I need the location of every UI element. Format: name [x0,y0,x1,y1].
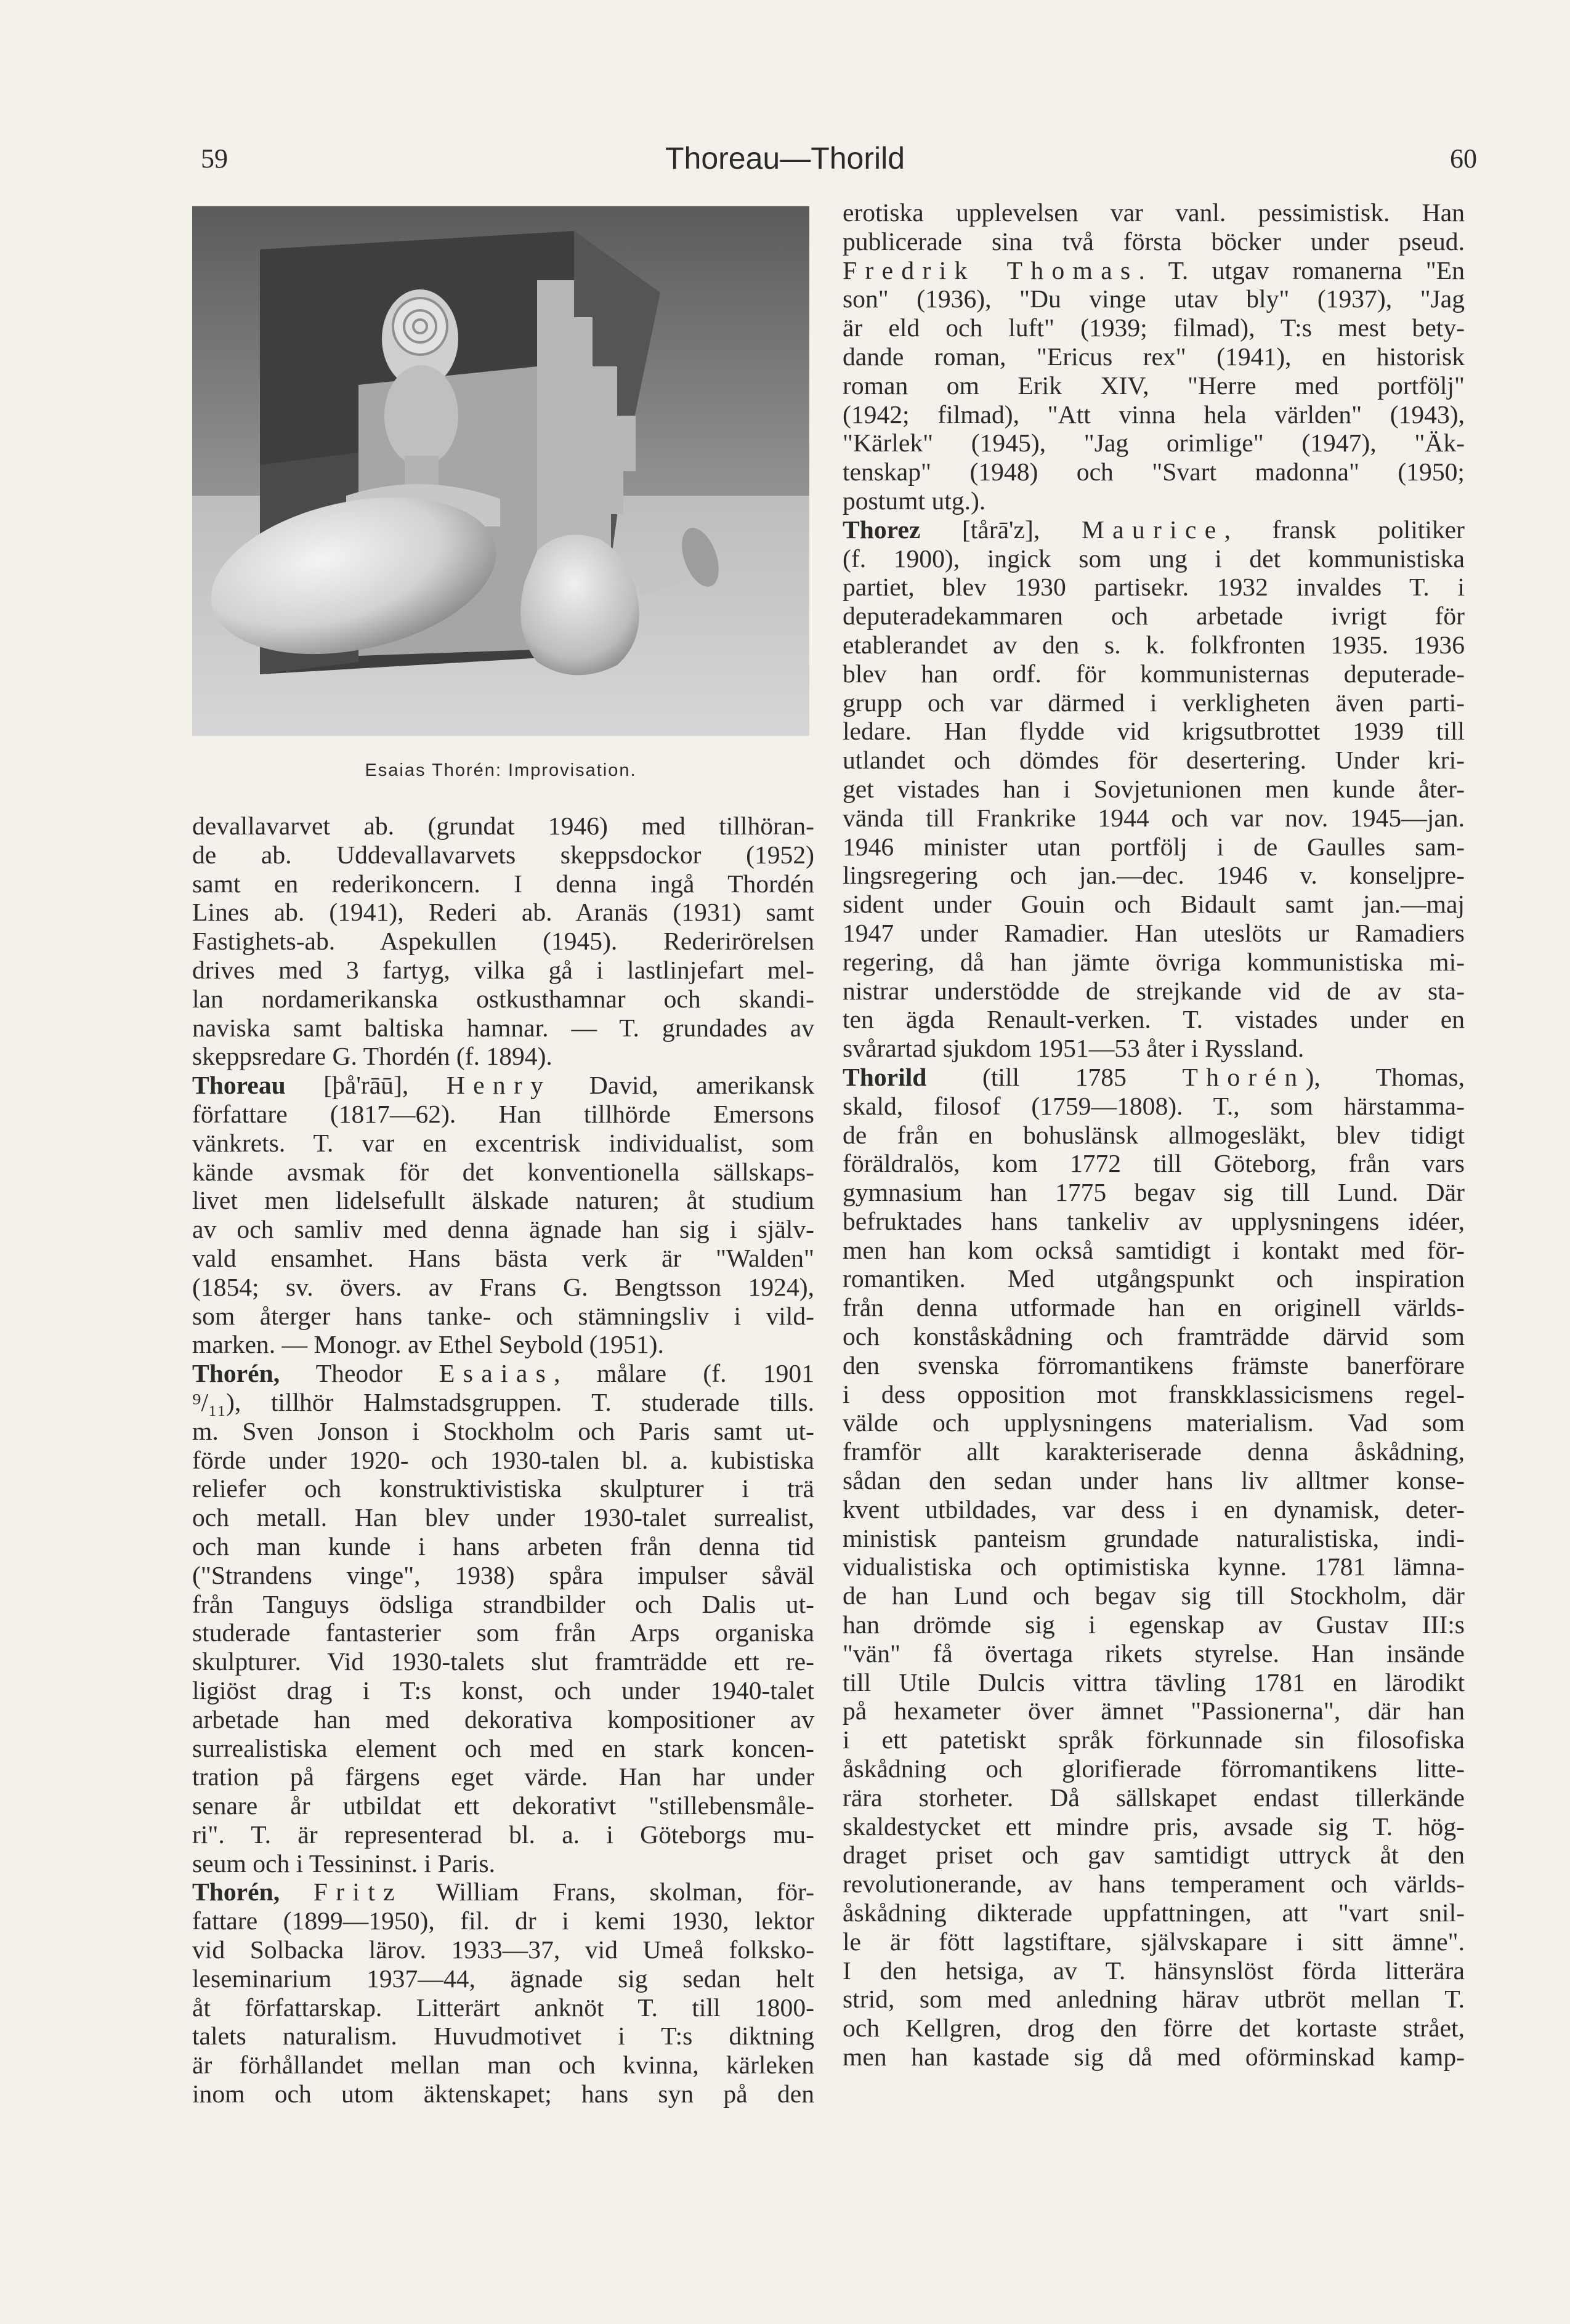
text-line [192,1359,814,1388]
text: skeppsredare G. Thordén (f. 1894). [192,1042,552,1071]
text-line [843,948,1465,977]
text-line [843,919,1465,948]
headword: Thorén, [192,1878,280,1906]
spaced-name: Fritz [313,1878,403,1906]
text: . T. utgav romanerna "En [1138,256,1465,284]
headword: Thorild [843,1062,927,1091]
text: (1854; sv. övers. av Frans G. Bengtsson 1924), [192,1272,814,1301]
text: utlandet och dömdes för desertering. Under kri- [843,746,1465,775]
text-line [192,1647,814,1676]
text: "vän" få övertaga rikets styrelse. Han insände [843,1639,1465,1668]
text: de han Lund och begav sig till Stockholm, där [843,1581,1465,1610]
text: surrealistiska element och med en stark koncen- [192,1733,814,1762]
text: kände avsmak för det konventionella sällskaps- [192,1157,814,1186]
text-line [843,602,1465,631]
headword: Thorén, [192,1359,280,1388]
text: lingsregering och jan.—dec. 1946 v. konseljpre- [843,861,1465,890]
text: blev han ordf. för kommunisternas deputerade- [843,659,1465,688]
text-line [843,313,1465,342]
text-line [192,1100,814,1129]
text: som återger hans tanke- och stämningsliv i vild- [192,1301,814,1330]
text: befruktades hans tankeliv av upplysningens idéer, [843,1206,1465,1235]
figure-caption: Esaias Thorén: Improvisation. [365,761,637,780]
text-line [843,660,1465,688]
text: son" (1936), "Du vinge utav bly" (1937), "Jag [843,284,1465,313]
text: skald, filosof (1759—1808). T., som härstamma- [843,1091,1465,1120]
text: senare år utbildat ett dekorativt "stillebensmåle- [192,1791,814,1820]
text: men han kom också samtidigt i kontakt med för- [843,1235,1465,1264]
text: förde under 1920- och 1930-talen bl. a. kubistiska [192,1445,814,1474]
text: åskådning dikterade uppfattningen, att "vart snil- [843,1898,1465,1927]
text-line [192,1878,814,1906]
text-line [843,1697,1465,1725]
text: den svenska förromantikens främste banerförare [843,1350,1465,1379]
text: grupp och var därmed i verkligheten även parti- [843,688,1465,717]
text-line [192,1762,814,1791]
text-line [843,256,1465,285]
text: författare (1817—62). Han tillhörde Emersons [192,1099,814,1128]
text-line [843,1754,1465,1783]
text: är förhållandet mellan man och kvinna, kärleken [192,2051,814,2080]
text-line [192,985,814,1014]
text: de ab. Uddevallavarvets skeppsdockor (1952) [192,840,814,869]
text-line [192,1302,814,1331]
text-line [192,1330,814,1359]
text: från denna utformade han en originell världs- [843,1293,1465,1322]
text: fattare (1899—1950), fil. dr i kemi 1930, lektor [192,1906,814,1935]
text: vänkrets. T. var en excentrisk individualist, som [192,1128,814,1157]
text-line [843,227,1465,256]
text: och Kellgren, drog den förre det kortaste strået, [843,2014,1465,2043]
text: sådan den sedan under hans liv alltmer konse- [843,1466,1465,1495]
text: I den hetsiga, av T. hänsynslöst förda litterära [843,1956,1465,1985]
text-line [843,717,1465,746]
text-column-left [192,812,814,2108]
text: nistrar understödde de strejkande vid de av sta- [843,976,1465,1005]
text-line [192,1964,814,1993]
page-number-left: 59 [201,143,228,174]
text-line [192,1935,814,1964]
text-line [843,486,1465,515]
text: arbetade han med dekorativa kompositioner av [192,1705,814,1733]
text: tenskap" (1948) och "Svart madonna" (1950; [843,458,1465,486]
text-line [843,458,1465,486]
text-line [192,1618,814,1647]
text-line [192,1129,814,1158]
text-line [843,1380,1465,1409]
text: sident under Gouin och Bidault samt jan.—maj [843,890,1465,919]
text-line [843,746,1465,775]
text-line [192,841,814,869]
text: , fransk politiker [1224,515,1465,544]
text: "Kärlek" (1945), "Jag orimlige" (1947), "Äk- [843,429,1465,458]
text-line [843,544,1465,573]
text-line [192,1186,814,1215]
text: gymnasium han 1775 begav sig till Lund. Där [843,1178,1465,1207]
text: skulpturer. Vid 1930-talets slut framträdde ett re- [192,1647,814,1676]
text-line [843,1264,1465,1293]
text: de från en bohuslänsk allmogesläkt, blev tidigt [843,1120,1465,1149]
text: föräldralös, kom 1772 till Göteborg, från vars [843,1149,1465,1178]
running-head: Thoreau—Thorild [665,141,905,176]
text-line [843,400,1465,429]
text: rära storheter. Då sällskapet endast tillerkände [843,1783,1465,1812]
text: men han kastade sig då med oförminskad kamp- [843,2043,1465,2071]
text: erotiska upplevelsen var vanl. pessimistisk. Han [843,198,1465,227]
text-line [843,977,1465,1006]
text-line [843,1092,1465,1121]
text: le är fött lagstiftare, självskapare i sitt ämne". [843,1927,1465,1956]
text-line [192,1215,814,1244]
text-line [192,1042,814,1071]
text: ten ägda Renault-verken. T. vistades under en [843,1005,1465,1034]
text-line [843,631,1465,660]
text-line [843,2043,1465,2072]
text: ligiöst drag i T:s konst, och under 1940-talet [192,1676,814,1705]
text-line [843,1408,1465,1437]
text: get vistades han i Sovjetunionen men kunde åter- [843,774,1465,803]
text: studerade fantasterier som från Arps organiska [192,1618,814,1647]
text-line [843,833,1465,861]
text [280,1878,314,1906]
text-column-right [843,198,1465,2072]
text-line [843,1956,1465,1985]
text-line [192,1705,814,1734]
text-line [843,861,1465,890]
spaced-name: Maurice [1081,515,1224,544]
text-line [843,198,1465,227]
text: åt författarskap. Litterärt anknöt T. till 1800- [192,1993,814,2022]
text: (1942; filmad), "Att vinna hela världen" (1943), [843,400,1465,429]
text: William Frans, skolman, för- [402,1878,814,1906]
text-line [843,1034,1465,1063]
text-line [843,515,1465,544]
text: i dess opposition mot franskklassicismens regel- [843,1379,1465,1408]
text-line [843,1322,1465,1351]
text: partiet, blev 1930 partisekr. 1932 invaldes T. i [843,573,1465,602]
spaced-name: Henry [446,1071,552,1100]
text-line [192,1561,814,1590]
text-line [843,1668,1465,1697]
text-line [843,1351,1465,1380]
text-line [192,1446,814,1475]
text: ), Thomas, [1305,1062,1465,1091]
text-line [843,1149,1465,1178]
text-line [192,927,814,956]
text-line [192,1993,814,2022]
text-line [843,1581,1465,1610]
page-number-right: 60 [1450,143,1477,174]
text-line [843,1121,1465,1150]
text: vid Solbacka lärov. 1933—37, vid Umeå folksko- [192,1935,814,1964]
text-line [843,1610,1465,1639]
text: tration på färgens eget värde. Han har under [192,1762,814,1791]
text-line [843,1293,1465,1322]
text-line [192,1388,814,1417]
text-line [192,1820,814,1849]
text-line [843,1725,1465,1754]
text-line [192,1590,814,1619]
text: roman om Erik XIV, "Herre med portfölj" [843,371,1465,400]
text: leseminarium 1937—44, ägnade sig sedan helt [192,1964,814,1993]
text: postumt utg.). [843,486,986,515]
text-line [192,2080,814,2108]
text: på hexameter över ämnet "Passionerna", där han [843,1697,1465,1725]
text-line [843,1178,1465,1207]
text: deputeradekammaren och arbetade ivrigt för [843,602,1465,631]
text-line [843,284,1465,313]
text-line [192,1503,814,1532]
text-line [192,869,814,898]
text: drives med 3 fartyg, vilka gå i lastlinjefart mel- [192,955,814,984]
text-line [843,1466,1465,1495]
text: Theodor [280,1359,439,1388]
text-line [192,2022,814,2051]
text: lan nordamerikanska ostkusthamnar och skandi- [192,984,814,1013]
text: vända till Frankrike 1944 och var nov. 1945—jan. [843,803,1465,832]
text: ⁹/₁₁), tillhör Halmstadsgruppen. T. studerade tills. [192,1387,814,1416]
text: publicerade sina två första böcker under pseud. [843,227,1465,256]
text-line [843,1783,1465,1812]
text-line [843,2014,1465,2043]
text: samt en rederikoncern. I denna ingå Thordén [192,869,814,898]
text-line [843,1639,1465,1668]
text-line [843,1495,1465,1524]
text: vidualistiska och optimistiska kynne. 1781 lämna- [843,1552,1465,1581]
text: [þå'rāū], [285,1071,447,1100]
text: svårartad sjukdom 1951—53 åter i Ryssland. [843,1034,1305,1063]
text-line [843,804,1465,833]
spaced-name: Esaias [439,1359,554,1388]
text: ri". T. är representerad bl. a. i Göteborgs mu- [192,1820,814,1849]
text: ministisk panteism grundade naturalistiska, indi- [843,1523,1465,1552]
text: han drömde sig i egenskap av Gustav III:s [843,1610,1465,1639]
text-line [843,1524,1465,1553]
text-line [192,2051,814,2080]
text-line [192,1676,814,1705]
text-line [192,1273,814,1302]
text-line [843,1898,1465,1927]
text-line [843,1063,1465,1092]
text: , målare (f. 1901 [554,1359,815,1388]
text: romantiken. Med utgångspunkt och inspiration [843,1264,1465,1293]
text-line [192,956,814,985]
text-line [192,1791,814,1820]
text-line [192,1849,814,1878]
text: talets naturalism. Huvudmotivet i T:s diktning [192,2022,814,2051]
text: reliefer och konstruktivistiska skulpturer i trä [192,1474,814,1503]
text-line [843,1870,1465,1898]
text-line [192,1532,814,1561]
text: framför allt karakteriserade denna åskådning, [843,1437,1465,1466]
text-line [192,1244,814,1273]
text: livet men lidelsefullt älskade naturen; åt studium [192,1186,814,1215]
text: (f. 1900), ingick som ung i det kommunistiska [843,544,1465,573]
text-line [192,1906,814,1935]
text-line [843,573,1465,602]
text: och metall. Han blev under 1930-talet surrealist, [192,1503,814,1532]
text-line [843,1841,1465,1870]
text: strid, som med anledning härav utbröt mellan T. [843,1985,1465,2014]
text: seum och i Tessininst. i Paris. [192,1849,495,1878]
text: naviska samt baltiska hamnar. — T. grundades av [192,1013,814,1042]
text-line [843,429,1465,458]
text: David, amerikansk [551,1071,814,1100]
text: Lines ab. (1941), Rederi ab. Aranäs (1931) samt [192,898,814,927]
text: inom och utom äktenskapet; hans syn på den [192,2080,814,2108]
spaced-name: Fredrik Thomas [843,256,1139,284]
text-line [843,1005,1465,1034]
text: ledare. Han flydde vid krigsutbrottet 1939 till [843,717,1465,746]
text-line [843,1207,1465,1236]
text: dande roman, "Ericus rex" (1941), en historisk [843,342,1465,371]
text: av och samliv med denna ägnade han sig i själv- [192,1215,814,1244]
text-line [192,1734,814,1763]
text: revolutionerande, av hans temperament och världs- [843,1870,1465,1898]
text-line [192,1417,814,1446]
text: devallavarvet ab. (grundat 1946) med tillhöran- [192,812,814,840]
text: Fastighets-ab. Aspekullen (1945). Rederirörelsen [192,927,814,956]
text: etablerandet av den s. k. folkfronten 1935. 1936 [843,630,1465,659]
text-line [843,890,1465,919]
text-line [843,1437,1465,1466]
painting-illustration [192,206,809,736]
text: och man kunde i hans arbeten från denna tid [192,1531,814,1560]
text: till Utile Dulcis vittra tävling 1781 en lärodikt [843,1668,1465,1697]
text-line [843,342,1465,371]
text: är eld och luft" (1939; filmad), T:s mest bety- [843,313,1465,342]
text-line [843,1985,1465,2014]
text: 1947 under Ramadier. Han uteslöts ur Ramadiers [843,918,1465,947]
text: åskådning och glorifierade förromantikens litte- [843,1754,1465,1783]
text-line [192,1014,814,1043]
text-line [843,775,1465,804]
text: och konståskådning och framträdde därvid som [843,1322,1465,1351]
text: marken. — Monogr. av Ethel Seybold (1951). [192,1330,664,1359]
headword: Thoreau [192,1071,286,1100]
text-line [843,1236,1465,1265]
text-line [843,1552,1465,1581]
text-line [192,812,814,841]
text-line [843,688,1465,717]
text-line [843,1812,1465,1841]
text: draget priset och gav samtidigt uttryck åt den [843,1841,1465,1870]
headword: Thorez [843,515,921,544]
text-line [192,898,814,927]
text-line [843,1927,1465,1956]
text: vald ensamhet. Hans bästa verk är "Walden" [192,1243,814,1272]
text: regering, då han jämte övriga kommunistiska mi- [843,947,1465,976]
text: ("Strandens vinge", 1938) spåra impulser såväl [192,1560,814,1589]
text: skaldestycket ett mindre pris, avsade sig T. hög- [843,1812,1465,1841]
text: (till 1785 [926,1062,1183,1091]
text: i ett patetiskt språk förkunnade sin filosofiska [843,1725,1465,1754]
text: välde och upplysningens materialism. Vad som [843,1408,1465,1437]
text-line [843,371,1465,400]
text-line [192,1474,814,1503]
spaced-name: Thorén [1182,1062,1306,1091]
text-line [192,1071,814,1100]
text: kvent utbildades, var dess i en dynamisk, deter- [843,1495,1465,1523]
text: m. Sven Jonson i Stockholm och Paris samt ut- [192,1416,814,1445]
text: från Tanguys ödsliga strandbilder och Dalis ut- [192,1589,814,1618]
text: 1946 minister utan portfölj i de Gaulles sam- [843,832,1465,861]
text-line [192,1158,814,1187]
painting-image [192,206,809,736]
text: [tårā'z], [920,515,1082,544]
